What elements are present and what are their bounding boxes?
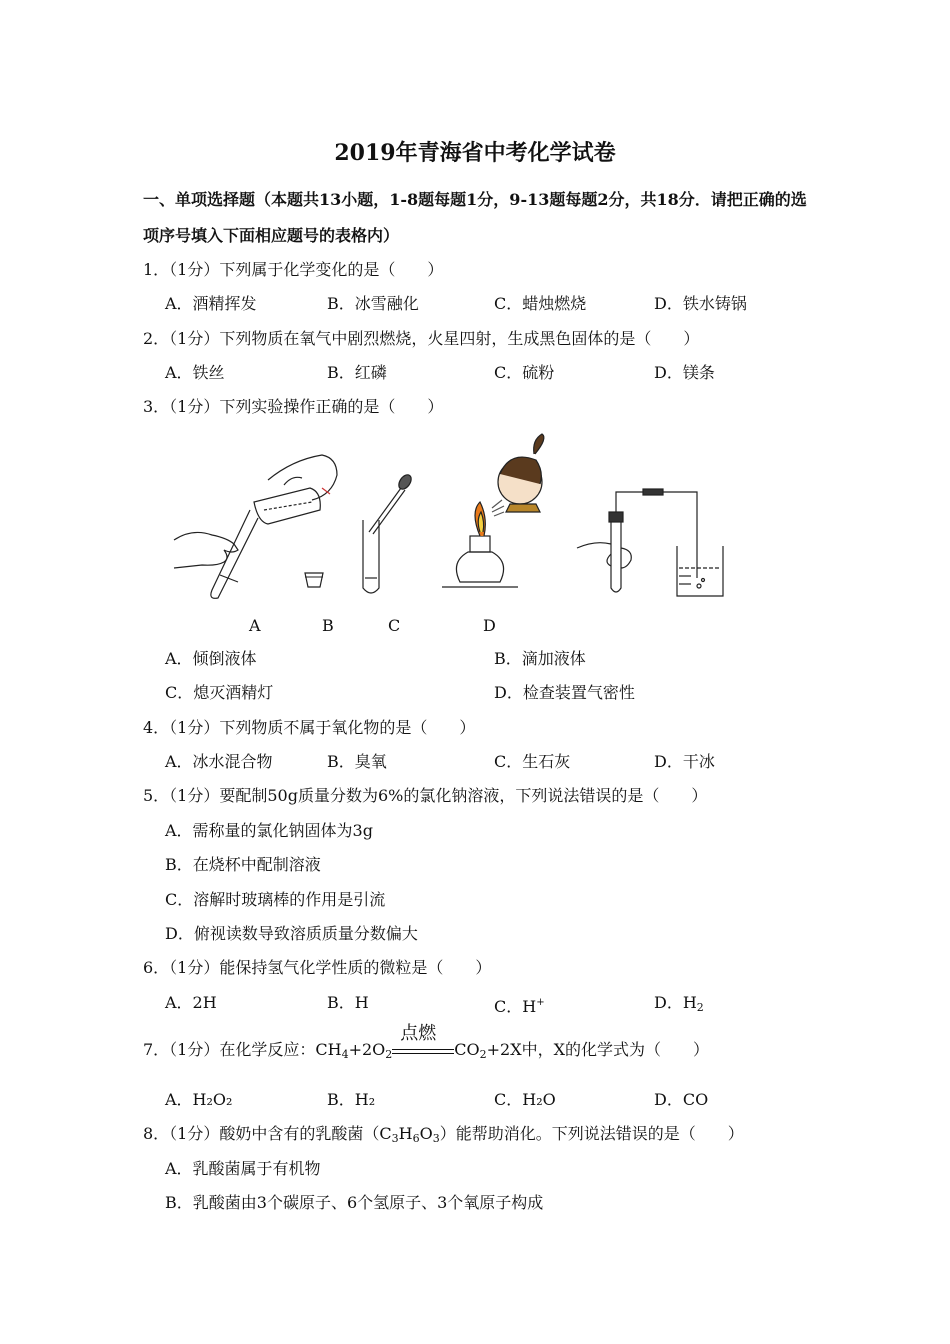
q5-option-b: B．在烧杯中配制溶液 <box>165 855 321 874</box>
q3-option-d: D．检查装置气密性 <box>494 683 635 702</box>
question-2-stem: 2．（1分）下列物质在氧气中剧烈燃烧，火星四射，生成黑色固体的是（ ） <box>143 329 700 348</box>
q1-option-b: B．冰雪融化 <box>327 294 419 313</box>
figure-label-c: C <box>388 616 401 635</box>
q8-option-a: A．乳酸菌属于有机物 <box>165 1159 321 1178</box>
q4-option-c: C．生石灰 <box>494 752 571 771</box>
figure-b-dropper-tube <box>355 470 415 600</box>
figure-d-airtight-check <box>575 488 730 603</box>
question-6-stem: 6．（1分）能保持氢气化学性质的微粒是（ ） <box>143 958 492 977</box>
figure-label-d: D <box>483 616 496 635</box>
page-title: 2019年青海省中考化学试卷 <box>334 140 616 166</box>
section-heading-line1: 一、单项选择题（本题共13小题，1-8题每题1分，9-13题每题2分，共18分．请把正确的选 <box>143 190 807 209</box>
q3-option-c: C．熄灭酒精灯 <box>165 683 274 702</box>
q8-option-b: B．乳酸菌由3个碳原子、6个氢原子、3个氧原子构成 <box>165 1193 544 1212</box>
q1-option-a: A．酒精挥发 <box>165 294 257 313</box>
section-heading-line2: 项序号填入下面相应题号的表格内） <box>143 226 400 245</box>
q1-option-c: C．蜡烛燃烧 <box>494 294 587 313</box>
q6-option-a: A．2H <box>165 993 217 1012</box>
q7-option-d: D．CO <box>654 1090 709 1109</box>
figure-c-blowing-lamp <box>440 432 560 602</box>
question-1-stem: 1．（1分）下列属于化学变化的是（ ） <box>143 260 444 279</box>
q4-option-d: D．干冰 <box>654 752 715 771</box>
q3-option-a: A．倾倒液体 <box>165 649 257 668</box>
q5-option-c: C．溶解时玻璃棒的作用是引流 <box>165 890 386 909</box>
figure-label-b: B <box>322 616 334 635</box>
q7-option-b: B．H₂ <box>327 1090 376 1109</box>
question-5-stem: 5．（1分）要配制50g质量分数为6%的氯化钠溶液，下列说法错误的是（ ） <box>143 786 708 805</box>
q6-option-d: D．$H_2$ <box>654 993 704 1014</box>
q7-option-c: C．H₂O <box>494 1090 556 1109</box>
q6-option-b: B．H <box>327 993 369 1012</box>
question-3-stem: 3．（1分）下列实验操作正确的是（ ） <box>143 397 444 416</box>
q1-option-d: D．铁水铸锅 <box>654 294 747 313</box>
figure-a-stopper <box>302 570 326 590</box>
q5-option-d: D．俯视读数导致溶质质量分数偏大 <box>165 924 418 943</box>
reaction-arrow <box>392 1023 454 1060</box>
q4-option-b: B．臭氧 <box>327 752 387 771</box>
reaction-condition: 点燃 <box>400 1023 437 1044</box>
q2-option-a: A．铁丝 <box>165 363 225 382</box>
figure-label-a: A <box>249 616 261 635</box>
question-4-stem: 4．（1分）下列物质不属于氧化物的是（ ） <box>143 718 476 737</box>
q2-option-d: D．镁条 <box>654 363 715 382</box>
q3-option-b: B．滴加液体 <box>494 649 586 668</box>
q6-option-c: C．H+ <box>494 997 545 1016</box>
question-8-stem: 8．（1分）酸奶中含有的乳酸菌$(C_3H_6O_3)$能帮助消化。下列说法错误的是（ ） <box>143 1124 744 1145</box>
q7-option-a: A．H₂O₂ <box>165 1090 233 1109</box>
question-7-stem: 7．（1分）在化学反应：$CH_4+2O_2$ 点燃 $CO_2+2X$中，X的化学式为（ ） <box>143 1023 710 1061</box>
q5-option-a: A．需称量的氯化钠固体为3g <box>165 821 373 840</box>
q2-option-c: C．硫粉 <box>494 363 555 382</box>
q2-option-b: B．红磷 <box>327 363 387 382</box>
q4-option-a: A．冰水混合物 <box>165 752 273 771</box>
